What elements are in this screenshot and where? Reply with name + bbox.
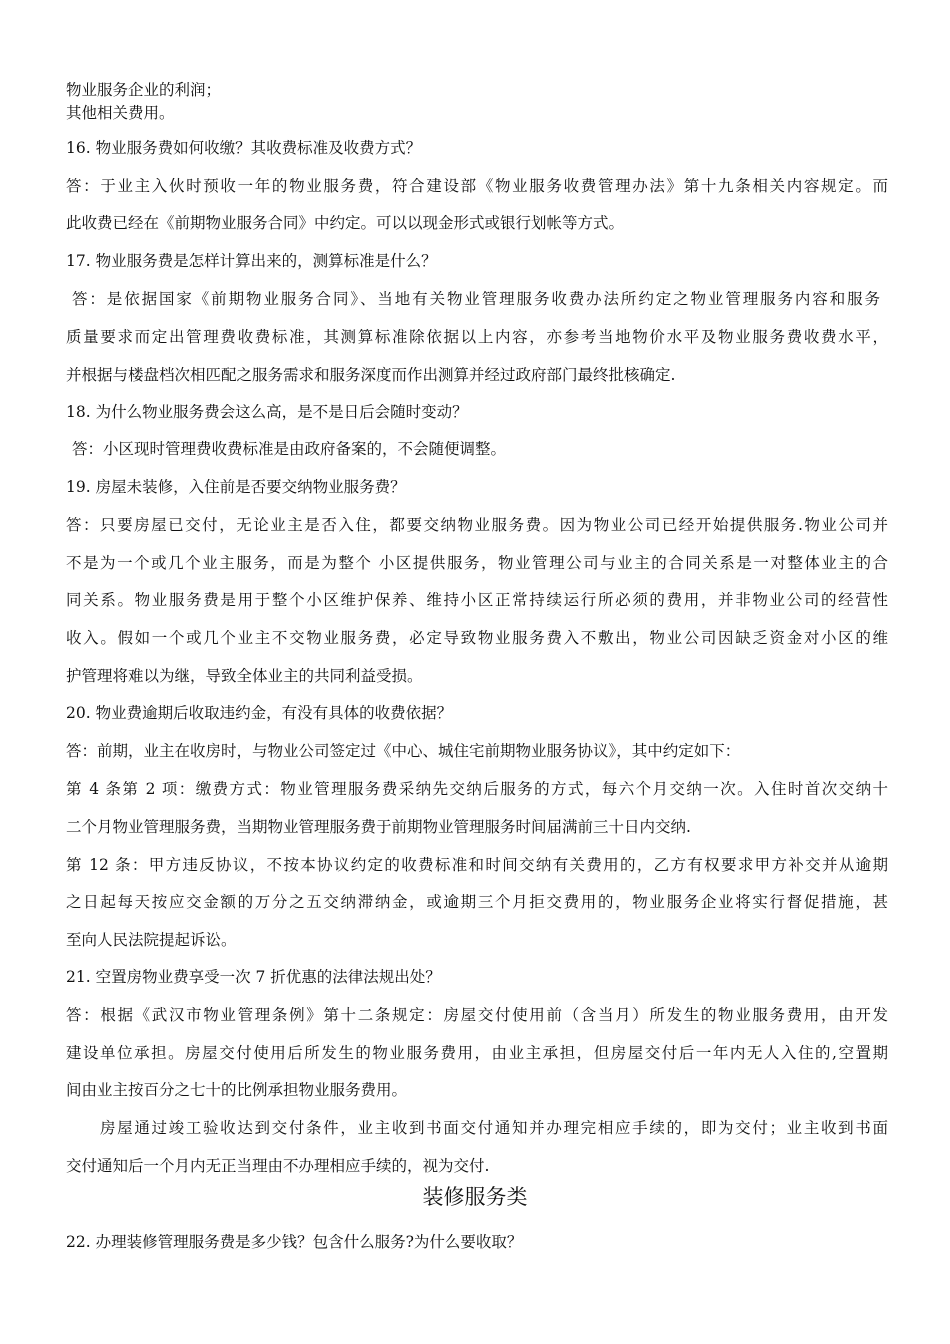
answer-line: 不是为一个或几个业主服务，而是为整个 小区提供服务，物业管理公司与业主的合同关系是一对整体业主的合 (66, 554, 888, 572)
paragraph-line: 房屋通过竣工验收达到交付条件，业主收到书面交付通知并办理完相应手续的，即为交付；业主收到书面 (100, 1119, 888, 1137)
answer-line: 同关系。物业服务费是用于整个小区维护保养、维持小区正常持续运行所必须的费用，并非物业公司的经营性 (66, 591, 888, 609)
answer-line: 答：于业主入伙时预收一年的物业服务费，符合建设部《物业服务收费管理办法》第十九条相关内容规定。而 (66, 177, 888, 195)
answer-line: 第 12 条：甲方违反协议，不按本协议约定的收费标准和时间交纳有关费用的，乙方有权要求甲方补交并从逾期 (66, 856, 888, 874)
answer-line: 间由业主按百分之七十的比例承担物业服务费用。 (66, 1081, 408, 1099)
answer-line: 建设单位承担。房屋交付使用后所发生的物业服务费用，由业主承担，但房屋交付后一年内无人入住的,空置期 (66, 1044, 888, 1062)
text-line: 物业服务企业的利润； (66, 81, 222, 99)
question-16: 16. 物业服务费如何收缴？其收费标准及收费方式？ (66, 139, 422, 157)
answer-line: 收入。假如一个或几个业主不交物业服务费，必定导致物业服务费入不敷出，物业公司因缺乏资金对小区的维 (66, 629, 888, 647)
paragraph-line: 交付通知后一个月内无正当理由不办理相应手续的，视为交付. (66, 1157, 490, 1175)
question-22: 22. 办理装修管理服务费是多少钱？包含什么服务?为什么要收取？ (66, 1233, 523, 1251)
answer-line: 二个月物业管理服务费，当期物业管理服务费于前期物业管理服务时间届满前三十日内交纳. (66, 818, 691, 836)
answer-line: 质量要求而定出管理费收费标准，其测算标准除依据以上内容，亦参考当地物价水平及物业服务费收费水平， (66, 328, 888, 346)
answer-line: 至向人民法院提起诉讼。 (66, 931, 237, 949)
answer-line: 答：根据《武汉市物业管理条例》第十二条规定：房屋交付使用前（含当月）所发生的物业服务费用，由开发 (66, 1006, 888, 1024)
answer-line: 答：小区现时管理费收费标准是由政府备案的，不会随便调整。 (72, 440, 507, 458)
answer-line: 答：是依据国家《前期物业服务合同》、当地有关物业管理服务收费办法所约定之物业管理服务内容和服务 (72, 290, 880, 308)
question-19: 19. 房屋未装修，入住前是否要交纳物业服务费？ (66, 478, 406, 496)
text-line: 其他相关费用。 (66, 104, 175, 122)
question-20: 20. 物业费逾期后收取违约金，有没有具体的收费依据？ (66, 704, 453, 722)
answer-line: 第 4 条第 2 项：缴费方式：物业管理服务费采纳先交纳后服务的方式，每六个月交纳一次。入住时首次交纳十 (66, 780, 888, 798)
question-18: 18. 为什么物业服务费会这么高，是不是日后会随时变动？ (66, 403, 468, 421)
section-heading: 装修服务类 (422, 1185, 528, 1209)
answer-line: 并根据与楼盘档次相匹配之服务需求和服务深度而作出测算并经过政府部门最终批核确定. (66, 366, 676, 384)
answer-line: 之日起每天按应交金额的万分之五交纳滞纳金，或逾期三个月拒交费用的，物业服务企业将实行督促措施，甚 (66, 893, 888, 911)
answer-line: 答：前期，业主在收房时，与物业公司签定过《中心、城住宅前期物业服务协议》，其中约定如下： (66, 742, 741, 760)
answer-line: 此收费已经在《前期物业服务合同》中约定。可以以现金形式或银行划帐等方式。 (66, 214, 625, 232)
answer-line: 答：只要房屋已交付，无论业主是否入住，都要交纳物业服务费。因为物业公司已经开始提供服务.物业公司并 (66, 516, 888, 534)
question-17: 17. 物业服务费是怎样计算出来的，测算标准是什么？ (66, 252, 437, 270)
question-21: 21. 空置房物业费享受一次 7 折优惠的法律法规出处？ (66, 968, 441, 986)
answer-line: 护管理将难以为继，导致全体业主的共同利益受损。 (66, 667, 423, 685)
